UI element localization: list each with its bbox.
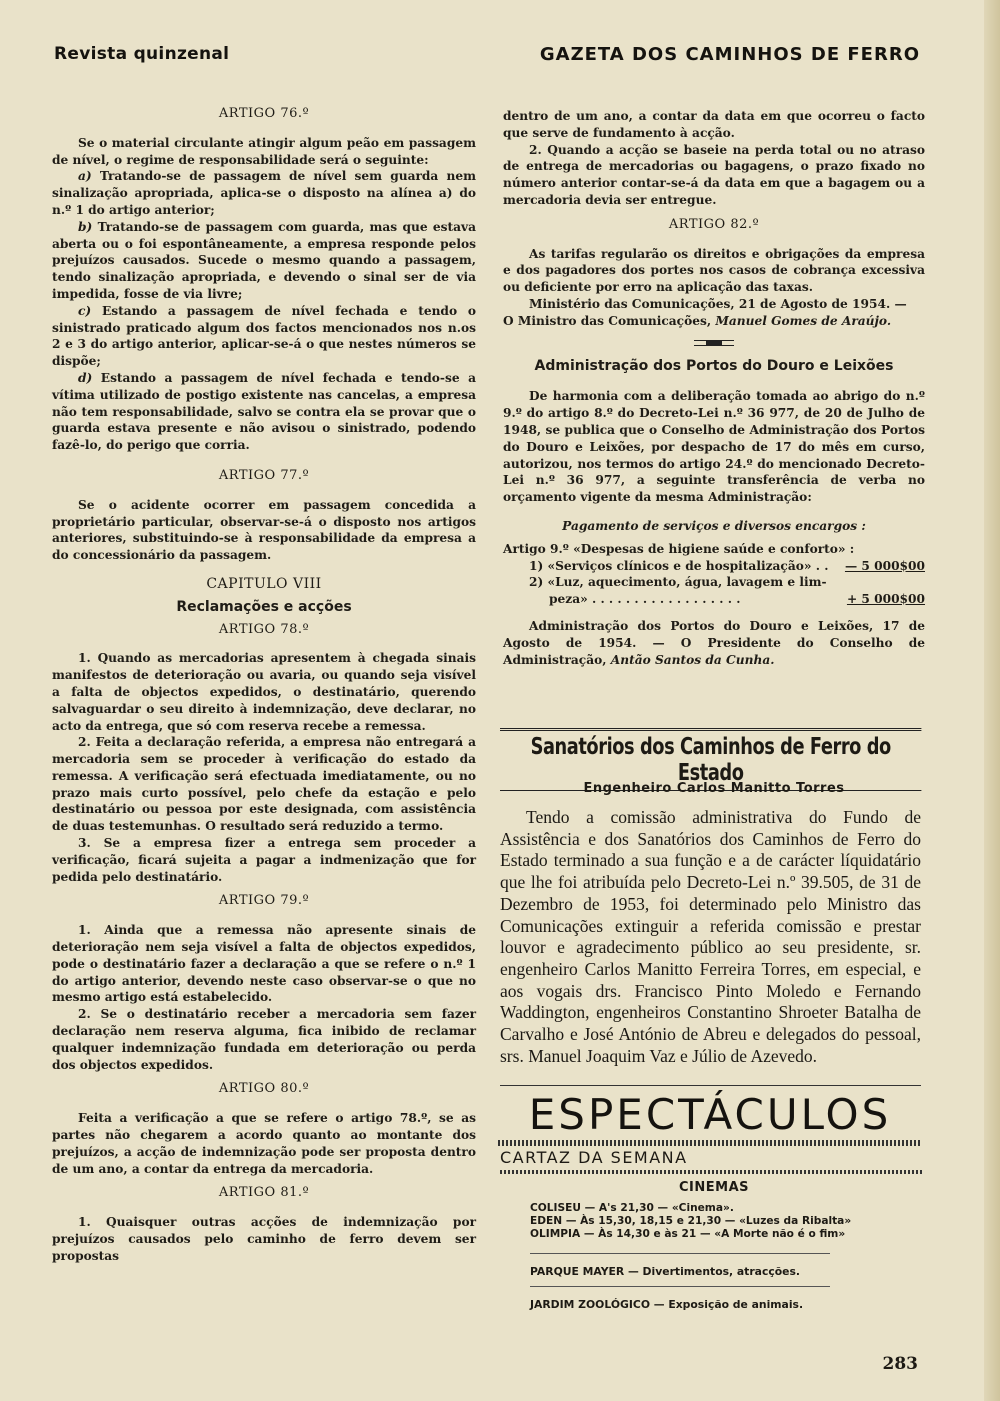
- item-text: Tratando-se de passagem de nível sem guarda nem sinalização apropriada, aplica-se o disposto na alínea a) do n.º 1 do artigo anterior;: [52, 169, 476, 217]
- budget-table: [503, 558, 925, 608]
- running-header-right: GAZETA DOS CAMINHOS DE FERRO: [539, 44, 920, 65]
- section-divider: [694, 340, 734, 346]
- budget-row-label: 1) «Serviços clínicos e de hospitalização» . .: [529, 558, 829, 573]
- chapter-number: CAPITULO VIII: [206, 575, 322, 592]
- article-79-p2: 2. Se o destinatário receber a mercadoria sem fazer declaração nem reserva alguma, fica inibido de reclamar qualquer indemnização fundada em deterioração ou perda dos objectos expedidos.: [52, 1007, 476, 1072]
- listing-parque-mayer: PARQUE MAYER — Divertimentos, atracções.: [530, 1265, 801, 1278]
- item-label: a): [78, 169, 92, 184]
- listing-eden: EDEN — Às 15,30, 18,15 e 21,30 — «Luzes da Ribalta»: [530, 1215, 852, 1228]
- divider: [500, 1085, 921, 1086]
- article-76-intro: Se o material circulante atingir algum peão em passagem de nível, o regime de responsabilidade será o seguinte:: [52, 135, 476, 167]
- article-82-title: ARTIGO 82.º: [668, 216, 760, 232]
- article-80-text: Feita a verificação a que se refere o artigo 78.º, se as partes não chegarem a acordo quanto ao montante dos prejuízos, a acção de indemnização pode ser proposta dentro de um ano, a contar da entrega da mercadoria.: [52, 1111, 476, 1176]
- sanatorios-text: Tendo a comissão administrativa do Fundo de Assistência e dos Sanatórios dos Caminhos de Ferro do Estado terminado a sua função e a de carácter líquidatário que lhe foi atribuída pelo Decreto-Lei n.º 39.505, de 31 de Dezembro de 1953, foi determinado pelo Ministro das Comunicações extinguir a referida comissão e prestar louvor e agradecimento público ao seu presidente, sr. engenheiro Carlos Manitto Ferreira Torres, em especial, e aos vogais drs. Francisco Pinto Moledo e Fernando Waddington, engenheiros Constantino Shroeter Batalha de Carvalho e José António de Abreu e delegados do pessoal, srs. Manuel Joaquim Vaz e Júlio de Azevedo.: [500, 807, 921, 1066]
- item-text: Estando a passagem de nível fechada e tendo-se a vítima utilizado de postigo existente nas cancelas, a empresa não tem responsabilidade, salvo se contra ela se provar que o guarda estava presente e não avisou o sinistrado, podendo fazê-lo, do perigo que corria.: [52, 370, 476, 453]
- item-text: Tratando-se de passagem com guarda, mas que estava aberta ou o foi espontâneamente, a empresa responde pelos prejuízos causados. Sucede o mesmo quando a passagem, tendo sinalização apropriada, e devendo o sinal ser de via impedida, fosse de via livre;: [52, 219, 476, 301]
- cinema-listings: [530, 1202, 860, 1242]
- article-76-item-b: [52, 219, 476, 303]
- signature-line-1: Ministério das Comunicações, 21 de Agosto de 1954. —: [529, 296, 907, 311]
- divider: [530, 1253, 830, 1254]
- item-text: Estando a passagem de nível fechada e tendo o sinistrado praticado algum dos factos mencionados nos n.os 2 e 3 do artigo anterior, aplicar-se-á o que nestes números se dispõe;: [52, 303, 476, 369]
- article-81-continued: dentro de um ano, a contar da data em que ocorreu o facto que serve de fundamento à acção.: [503, 109, 925, 140]
- listing-coliseu: COLISEU — A's 21,30 — «Cinema».: [530, 1202, 734, 1214]
- article-78-p1: 1. Quando as mercadorias apresentem à chegada sinais manifestos de deterioração ou avaria, ou quando seja visível a falta de objectos expedidos, o destinatário, querendo salvaguardar o seu direito à indemnização, deve declarar, no acto da entrega, que só com reserva recebe a remessa.: [52, 651, 476, 733]
- chapter-title: Reclamações e acções: [176, 598, 352, 615]
- article-81-title: ARTIGO 81.º: [218, 1185, 310, 1201]
- article-76-item-c: [52, 303, 476, 370]
- dotted-rule: [498, 1140, 922, 1146]
- closing-text: Administração dos Portos do Douro e Leixões, 17 de Agosto de 1954. — O Presidente do Conselho de Administração,: [503, 618, 925, 667]
- item-label: c): [78, 303, 92, 318]
- article-79-title: ARTIGO 79.º: [218, 893, 310, 909]
- signature-prefix: O Ministro das Comunicações,: [503, 313, 712, 328]
- budget-row-2b: [503, 591, 925, 608]
- budget-article-line: Artigo 9.º «Despesas de higiene saúde e conforto» :: [503, 541, 855, 556]
- signature-line-2: [503, 313, 925, 330]
- listing-olimpia: OLIMPIA — Às 14,30 e às 21 — «A Morte não é o fim»: [530, 1228, 846, 1241]
- dotted-rule: [500, 1170, 924, 1174]
- spacer: [503, 378, 925, 388]
- article-77-title: ARTIGO 77.º: [218, 467, 310, 483]
- payment-title: Pagamento de serviços e diversos encargos :: [562, 518, 866, 533]
- porto-text: De harmonia com a deliberação tomada ao abrigo do n.º 9.º do artigo 8.º do Decreto-Lei n.º 36 977, de 20 de Julho de 1948, se publica que o Conselho de Administração dos Portos do Douro e Leixões, por despacho de 17 do mês em curso, autorizou, nos termos do artigo 24.º do mencionado Decreto-Lei n.º 36 977, a seguinte transferência de verba no orçamento vigente da mesma Administração:: [503, 389, 925, 505]
- espectaculos-title: ESPECTÁCULOS: [528, 1090, 892, 1139]
- article-76-title: ARTIGO 76.º: [218, 106, 310, 121]
- article-81-p1: 1. Quaisquer outras acções de indemnização por prejuízos causados pelo caminho de ferro devem ser propostas: [52, 1215, 476, 1263]
- article-76-item-a: [52, 168, 476, 218]
- left-column: [52, 106, 476, 1265]
- article-78-p2: 2. Feita a declaração referida, a empresa não entregará a mercadoria sem se proceder à verificação do estado da remessa. A verificação será efectuada imediatamente, ou no prazo mais curto possível, pelo chefe da estação e pelo destinatário ou pessoa por este designada, com assistência de duas testemunhas. O resultado será reduzido a termo.: [52, 735, 476, 834]
- running-header-left: Revista quinzenal: [54, 44, 230, 64]
- cinemas-heading: CINEMAS: [679, 1180, 749, 1195]
- spacer: [503, 608, 925, 618]
- item-label: d): [78, 370, 93, 385]
- sanatorios-banner-title: Sanatórios dos Caminhos de Ferro do Estado: [500, 728, 921, 791]
- budget-row-label: peza» . . . . . . . . . . . . . . . . . .: [549, 592, 741, 607]
- page-number: 283: [882, 1354, 918, 1374]
- article-79-p1: 1. Ainda que a remessa não apresente sinais de deterioração nem seja visível a falta de objectos expedidos, pode o destinatário fazer a declaração a que se refere o n.º 1 do artigo anterior, devendo neste caso observar-se o que no mesmo artigo está estabelecido.: [52, 923, 476, 1005]
- budget-row-1: [503, 558, 925, 575]
- porto-closing: [503, 618, 925, 668]
- minister-name: Manuel Gomes de Araújo.: [715, 313, 892, 328]
- budget-row-amount: — 5 000$00: [844, 558, 925, 573]
- article-77-text: Se o acidente ocorrer em passagem concedida a proprietário particular, observar-se-á o disposto nos artigos anteriores, substituindo-se à responsabilidade da empresa a do concessionário da passagem.: [52, 497, 476, 563]
- budget-row-amount: + 5 000$00: [846, 592, 925, 607]
- cartaz-heading: CARTAZ DA SEMANA: [500, 1148, 688, 1167]
- article-76-item-d: [52, 370, 476, 454]
- right-column: [503, 108, 925, 668]
- article-80-title: ARTIGO 80.º: [218, 1081, 310, 1097]
- porto-section-title: Administração dos Portos do Douro e Leixões: [534, 357, 894, 374]
- item-label: b): [78, 219, 93, 234]
- page-edge-shadow: [984, 0, 1000, 1401]
- article-78-p3: 3. Se a empresa fizer a entrega sem proceder a verificação, ficará sujeita a pagar a indmenização que for pedida pelo destinatário.: [52, 836, 476, 884]
- president-name: Antão Santos da Cunha.: [610, 652, 775, 667]
- budget-row-2a: [503, 574, 925, 591]
- article-82-text: As tarifas regularão os direitos e obrigações da empresa e dos pagadores dos portes nos casos de cobrança excessiva ou deficiente por erro na aplicação das taxas.: [503, 246, 925, 295]
- article-78-title: ARTIGO 78.º: [218, 621, 310, 637]
- sanatorios-subtitle: Engenheiro Carlos Manitto Torres: [583, 781, 845, 796]
- listing-jardim-zoologico: JARDIM ZOOLÓGICO — Exposição de animais.: [530, 1298, 804, 1311]
- article-81-p2: 2. Quando a acção se baseie na perda total ou no atraso de entrega de mercadorias ou bagagens, o prazo fixado no número anterior contar-se-á da data em que a bagagem ou a mercadoria devia ser entregue.: [503, 142, 925, 207]
- divider: [530, 1286, 830, 1287]
- budget-row-label: 2) «Luz, aquecimento, água, lavagem e lim-: [529, 575, 827, 590]
